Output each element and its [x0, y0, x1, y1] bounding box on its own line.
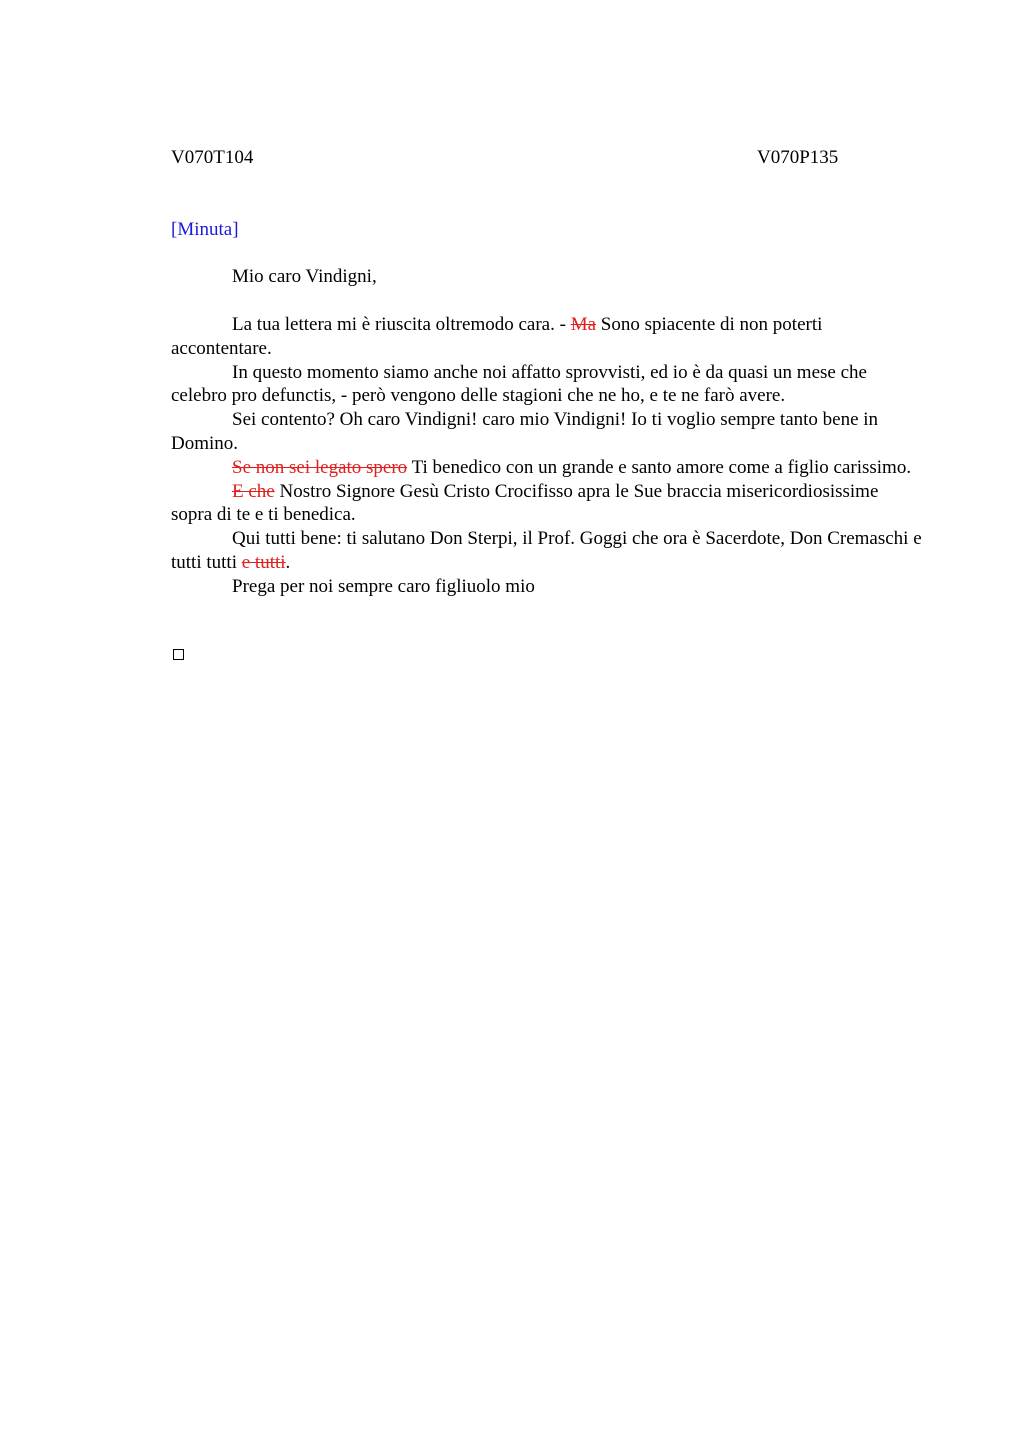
- deleted-text: E che: [232, 480, 275, 502]
- paragraph-text: Prega per noi sempre caro figliuolo mio: [232, 575, 535, 597]
- letter-paragraph: [171, 527, 923, 575]
- document-code-left: V070T104: [171, 147, 254, 168]
- empty-square-icon: [173, 649, 184, 660]
- deleted-text: e tutti: [241, 551, 286, 573]
- paragraph-text: In questo momento siamo anche noi affatto sprovvisti, ed io è da quasi un mese che celebro pro defunctis, - però vengono delle stagioni che ne ho, e te ne farò avere.: [171, 361, 867, 407]
- paragraph-text: .: [285, 551, 291, 573]
- paragraph-text: Qui tutti bene: ti salutano Don Sterpi, il Prof. Goggi che ora è Sacerdote, Don Cremaschi e tutti tutti: [171, 528, 922, 573]
- paragraph-text: Sono spiacente di non poterti accontentare.: [171, 314, 823, 359]
- draft-label: [Minuta]: [171, 219, 239, 240]
- letter-paragraph: [171, 408, 923, 456]
- deleted-text: Se non sei legato spero: [232, 456, 408, 478]
- deleted-text: Ma: [570, 314, 597, 335]
- letter-paragraph: [171, 313, 923, 361]
- letter-paragraph: [171, 575, 923, 599]
- paragraph-text: Ti benedico con un grande e santo amore come a figlio carissimo.: [407, 456, 912, 478]
- paragraph-text: Sei contento? Oh caro Vindigni! caro mio Vindigni! Io ti voglio sempre tanto bene in Domino.: [171, 409, 879, 454]
- document-code-right: V070P135: [757, 147, 839, 168]
- letter-paragraph: [171, 456, 923, 480]
- letter-body: [171, 313, 923, 599]
- paragraph-text: Nostro Signore Gesù Cristo Crocifisso apra le Sue braccia misericordiosissime sopra di te e ti benedica.: [171, 480, 879, 526]
- letter-salutation: Mio caro Vindigni,: [232, 266, 377, 287]
- paragraph-text: La tua lettera mi è riuscita oltremodo cara. -: [232, 314, 571, 335]
- letter-paragraph: [171, 480, 923, 528]
- letter-paragraph: [171, 361, 923, 409]
